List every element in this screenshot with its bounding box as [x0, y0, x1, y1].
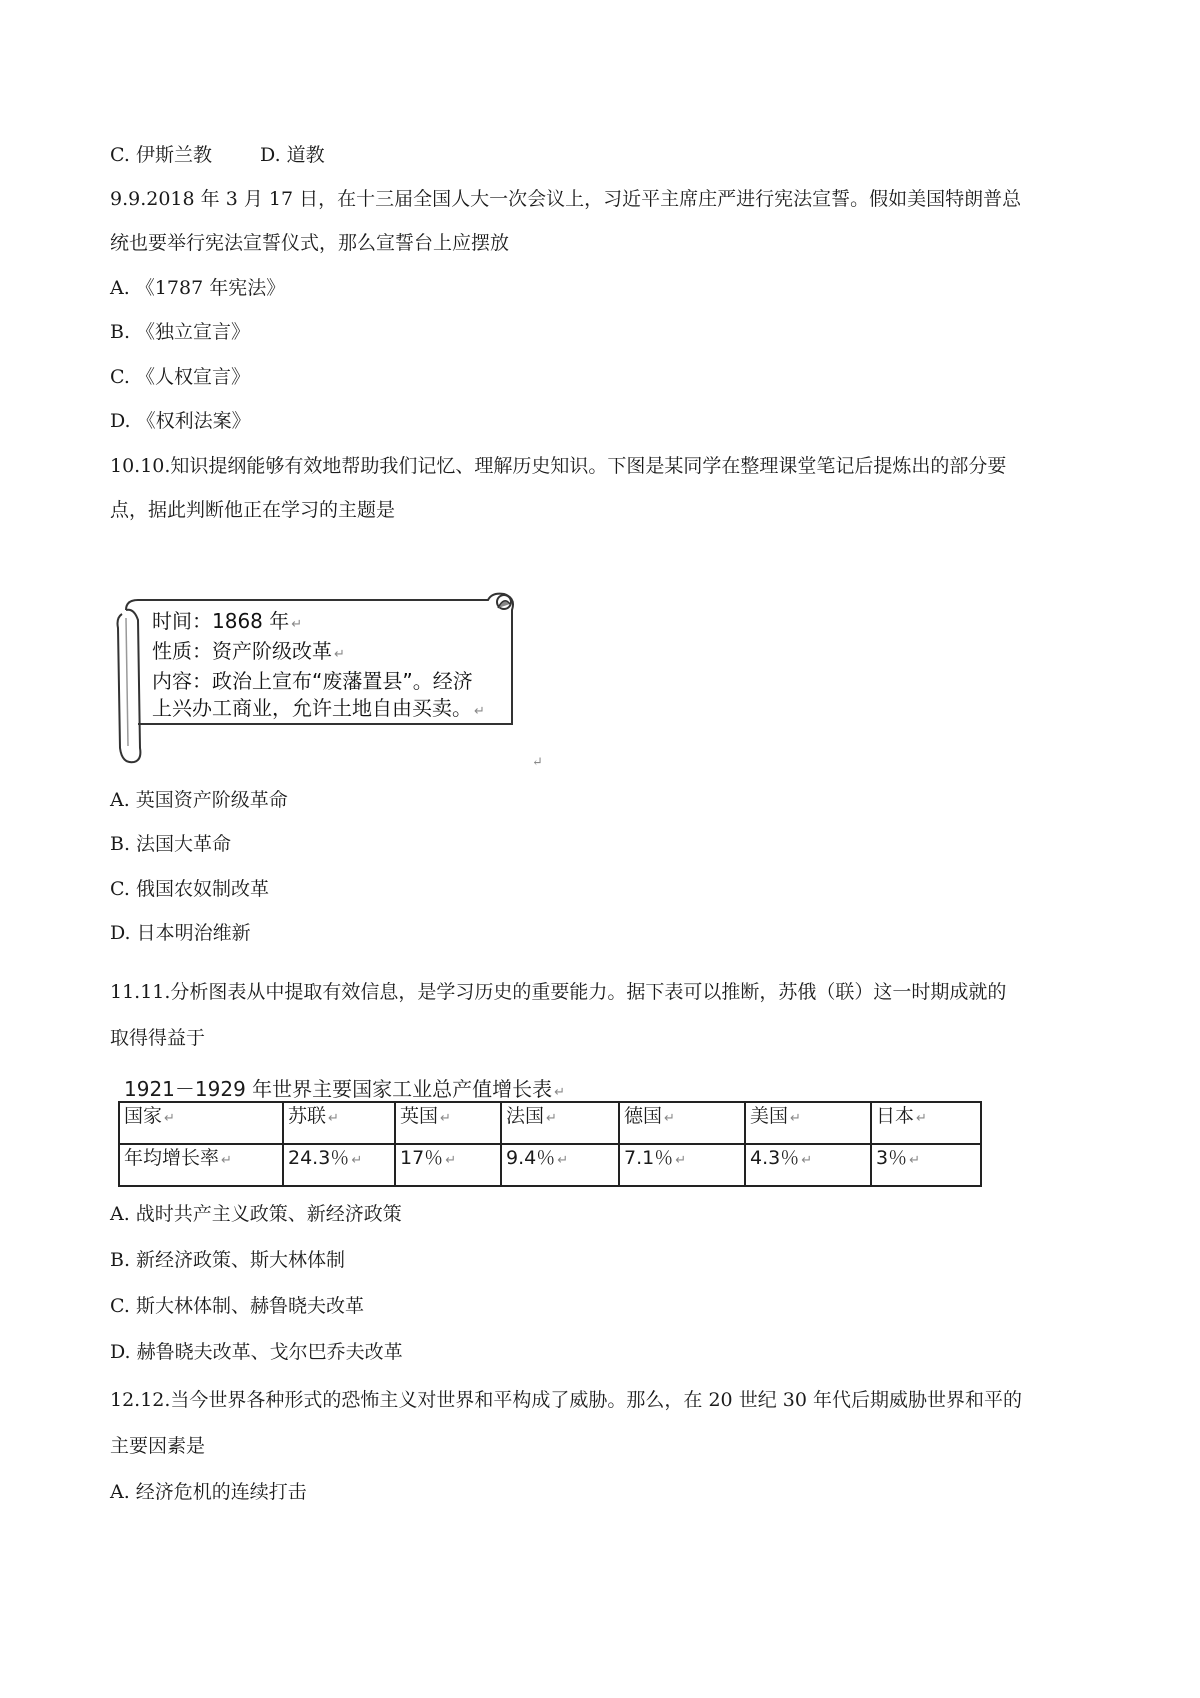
table-cell: 7.1％ ↵: [619, 1144, 745, 1186]
q9-option-d: D. 《权利法案》: [110, 410, 251, 432]
q10-option-d: D. 日本明治维新: [110, 922, 251, 944]
table-cell: 苏联 ↵: [283, 1102, 395, 1144]
table-cell: 日本 ↵: [871, 1102, 981, 1144]
scroll-line-content-1: 内容：政治上宣布“废藩置县”。经济: [152, 669, 473, 693]
q12-stem-line-1: 12.12.当今世界各种形式的恐怖主义对世界和平构成了威胁。那么，在 20 世纪 30 年代后期威胁世界和平的: [110, 1389, 1022, 1411]
outline-scroll-figure: [112, 588, 540, 770]
table-header-row: [119, 1102, 981, 1144]
q11-option-a: A. 战时共产主义政策、新经济政策: [110, 1203, 402, 1225]
return-mark-icon: ↵: [554, 1085, 566, 1100]
q11-stem-line-2: 取得得益于: [110, 1027, 206, 1049]
scroll-line-content-2: 上兴办工商业，允许土地自由买卖。 ↵: [152, 696, 485, 720]
table-cell: 美国 ↵: [745, 1102, 871, 1144]
q10-stem-line-2: 点，据此判断他正在学习的主题是: [110, 499, 396, 521]
q11-option-b: B. 新经济政策、斯大林体制: [110, 1249, 346, 1271]
return-mark-icon: ↵: [334, 647, 345, 662]
table-cell: 德国 ↵: [619, 1102, 745, 1144]
q12-stem-line-2: 主要因素是: [110, 1435, 206, 1457]
q9-option-c: C. 《人权宣言》: [110, 366, 250, 388]
q12-option-a: A. 经济危机的连续打击: [110, 1481, 307, 1503]
scroll-line-nature: 性质：资产阶级改革 ↵: [152, 639, 345, 663]
table-row: [119, 1144, 981, 1186]
table-cell: 9.4％ ↵: [501, 1144, 619, 1186]
return-mark-icon: ↵: [532, 755, 543, 770]
q9-option-b: B. 《独立宣言》: [110, 321, 251, 343]
q9-stem-line-1: 9.9.2018 年 3 月 17 日，在十三届全国人大一次会议上，习近平主席庄严进行宪法宣誓。假如美国特朗普总: [110, 188, 1022, 210]
table-cell: 4.3％ ↵: [745, 1144, 871, 1186]
table-cell: 17％ ↵: [395, 1144, 501, 1186]
q11-option-c: C. 斯大林体制、赫鲁晓夫改革: [110, 1295, 364, 1317]
return-mark-icon: ↵: [474, 704, 485, 719]
q8-option-c: C. 伊斯兰教: [110, 144, 212, 166]
q8-options-row: [110, 143, 325, 167]
q10-option-c: C. 俄国农奴制改革: [110, 878, 269, 900]
table-cell: 国家 ↵: [119, 1102, 283, 1144]
q8-option-d: D. 道教: [260, 144, 325, 166]
q10-option-a: A. 英国资产阶级革命: [110, 789, 288, 811]
q10-stem-line-1: 10.10.知识提纲能够有效地帮助我们记忆、理解历史知识。下图是某同学在整理课堂笔记后提炼出的部分要: [110, 455, 1007, 477]
q9-option-a: A. 《1787 年宪法》: [110, 277, 286, 299]
growth-table: [118, 1101, 982, 1187]
table-cell: 3％ ↵: [871, 1144, 981, 1186]
q9-stem-line-2: 统也要举行宪法宣誓仪式，那么宣誓台上应摆放: [110, 232, 510, 254]
q11-option-d: D. 赫鲁晓夫改革、戈尔巴乔夫改革: [110, 1341, 403, 1363]
table-cell: 法国 ↵: [501, 1102, 619, 1144]
table-cell: 英国 ↵: [395, 1102, 501, 1144]
table-title: 1921－1929 年世界主要国家工业总产值增长表 ↵: [124, 1077, 566, 1101]
table-cell: 24.3％ ↵: [283, 1144, 395, 1186]
scroll-line-time: 时间：1868 年 ↵: [152, 609, 303, 633]
return-mark-icon: ↵: [291, 617, 303, 632]
q11-stem-line-1: 11.11.分析图表从中提取有效信息，是学习历史的重要能力。据下表可以推断，苏俄（联）这一时期成就的: [110, 981, 1007, 1003]
q10-option-b: B. 法国大革命: [110, 833, 232, 855]
table-cell: 年均增长率 ↵: [119, 1144, 283, 1186]
